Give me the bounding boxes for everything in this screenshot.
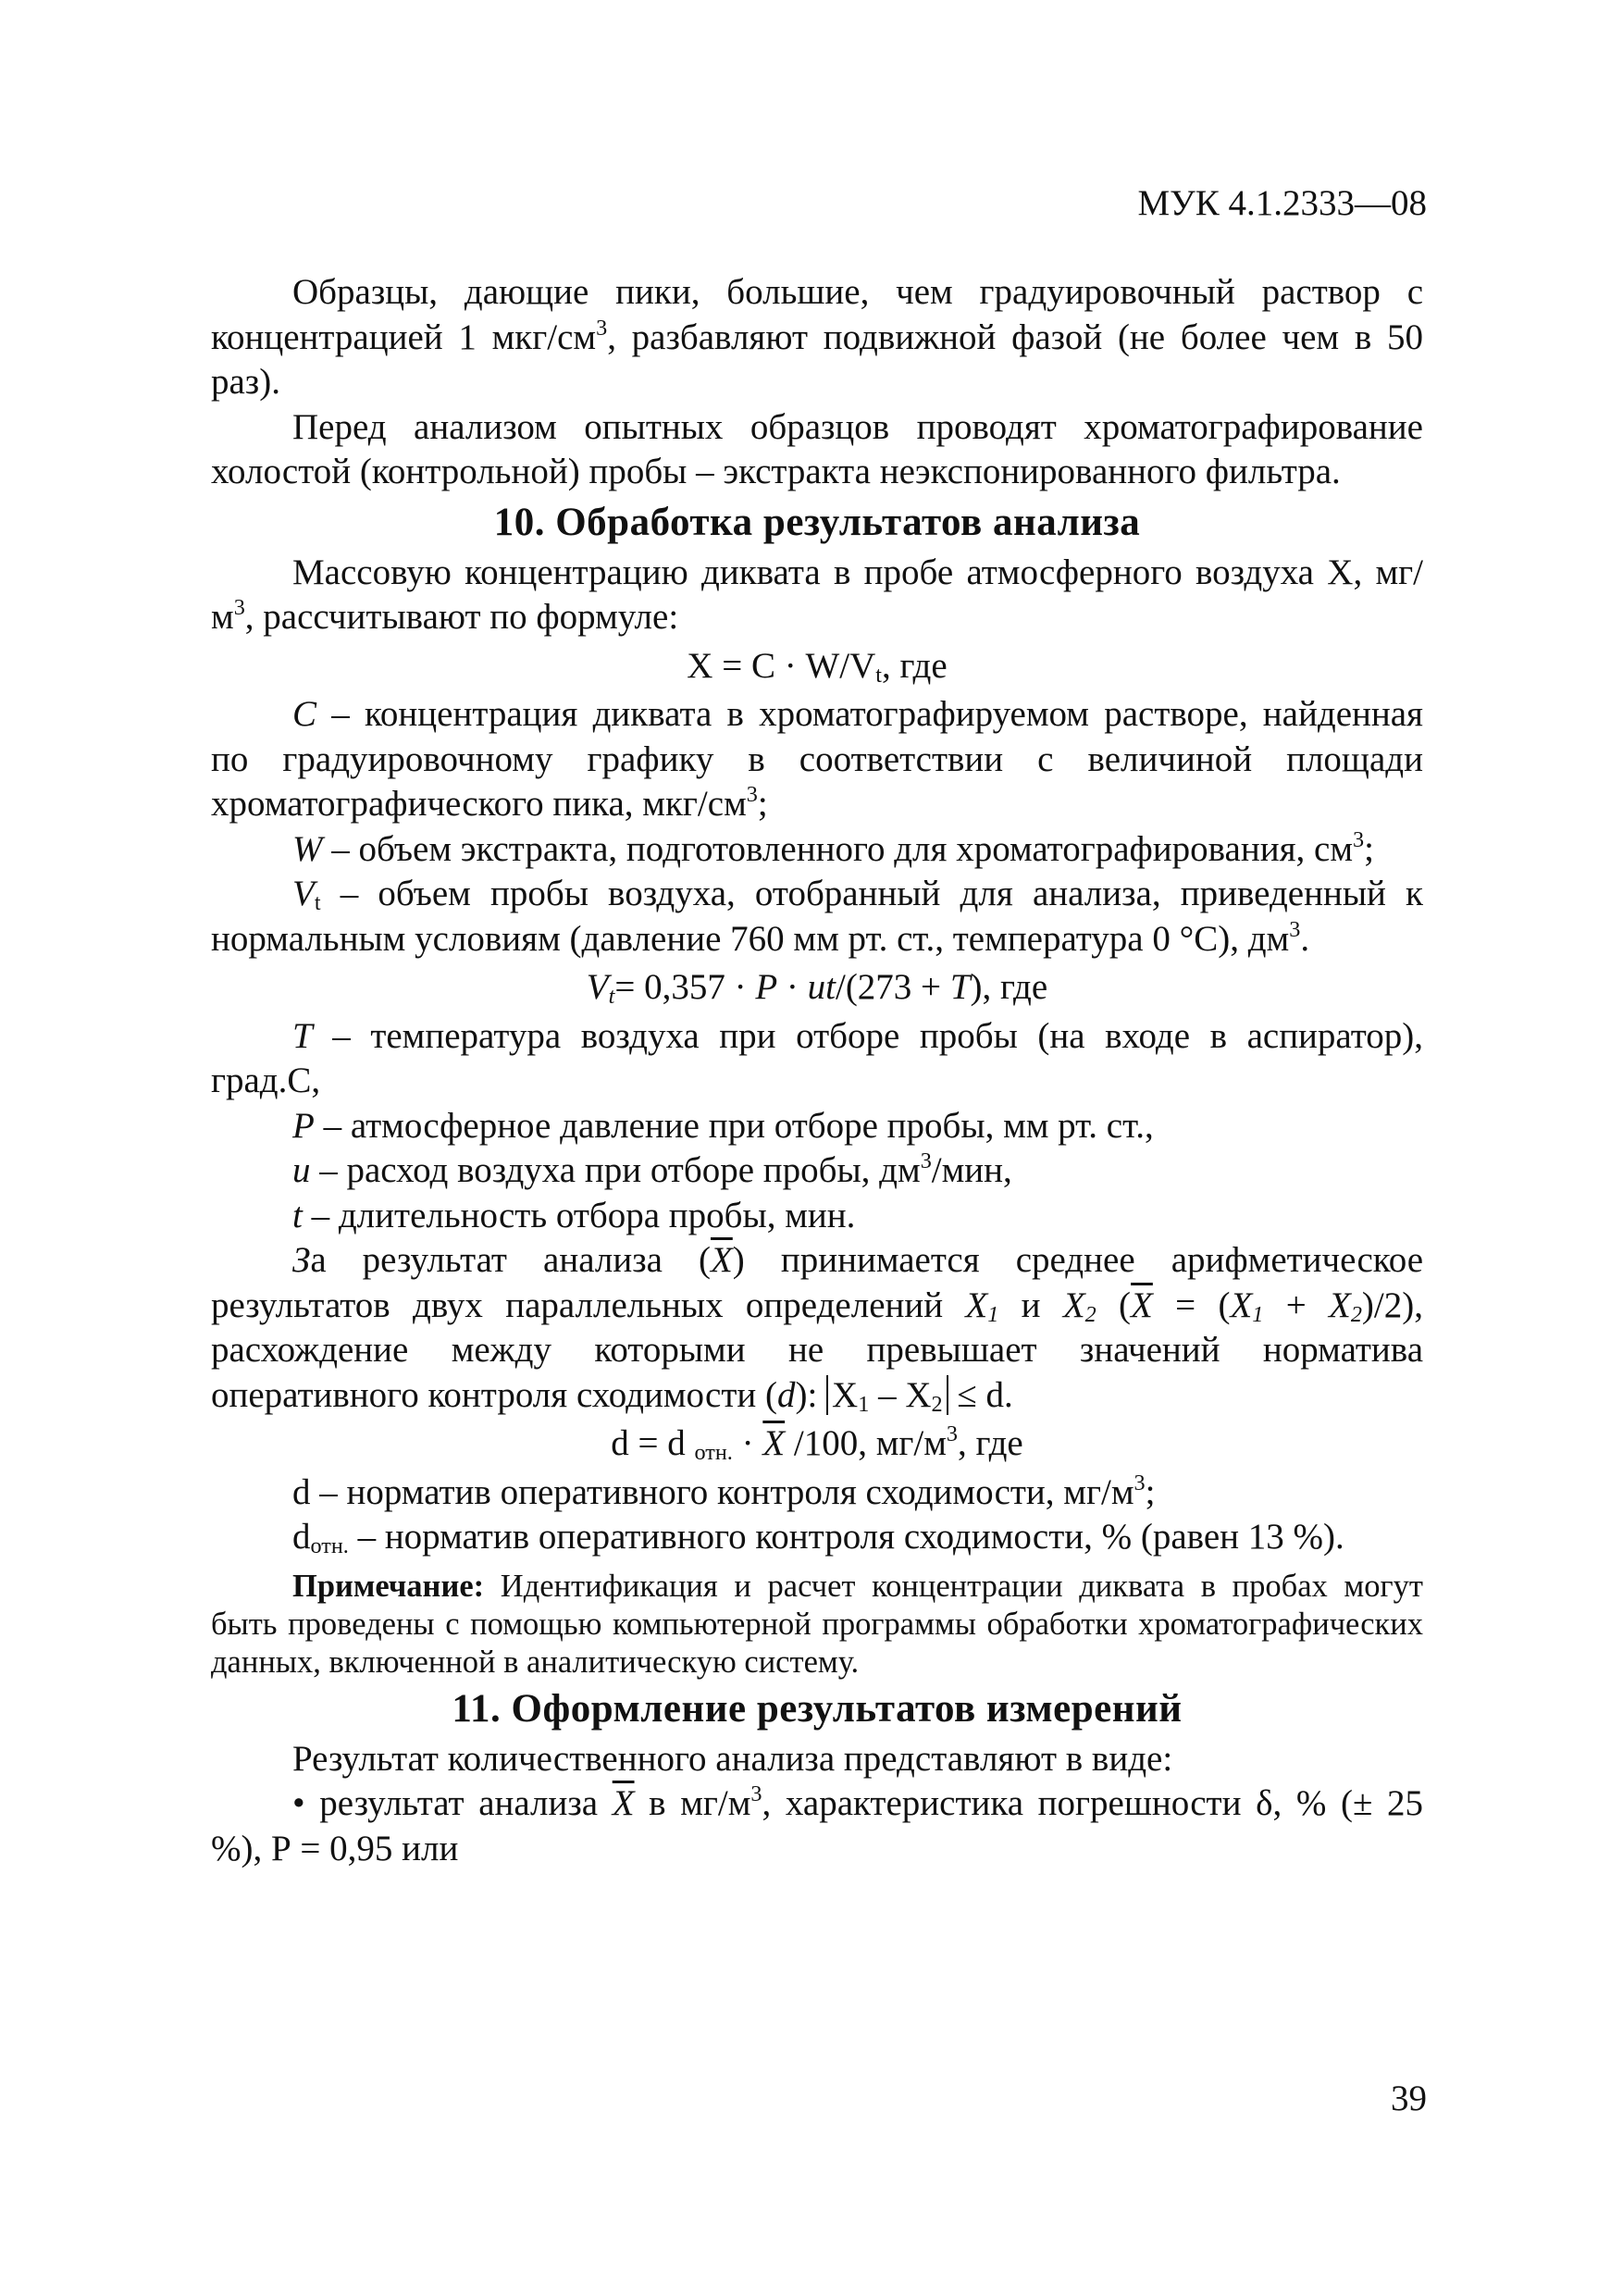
paragraph-blank-sample: Перед анализом опытных образцов проводят хроматографирование холостой (контрольной) пробы – экстракта неэкспонированного фильтра. [211, 406, 1423, 491]
definition-c: С – концентрация диквата в хроматографируемом растворе, найденная по градуировочному графику в соответствии с величиной площади хроматографического пика, мкг/$см^3$; [211, 694, 1423, 824]
formula-d: d = d $_{отн.} \cdot \overline{X}$ /100, $мг/м^3$, где [611, 1421, 1023, 1465]
page-content [211, 270, 1423, 1871]
page-number: 39 [1391, 2079, 1427, 2118]
formula-x: $Х = С \cdot W/V_t$, где [687, 645, 948, 688]
definition-vt: $V_t$ – объем пробы воздуха, отобранный для анализа, приведенный к нормальным условиям (давление 760 мм рт. ст., температура 0 °С), $дм^3$. [211, 874, 1423, 959]
note-label: Примечание: [292, 1568, 485, 1604]
definition-p: Р – атмосферное давление при отборе пробы, мм рт. ст., [292, 1105, 1154, 1146]
paragraph-result-format: Результат количественного анализа представляют в виде: [292, 1738, 1173, 1779]
definition-u: u – расход воздуха при отборе пробы, $дм^3$/мин, [292, 1148, 1012, 1190]
bullet-result: • результат анализа $\overline{X}$ в $мг/м^3$, характеристика погрешности δ, % (± 25 %), Р = 0,95 или [211, 1781, 1423, 1868]
definition-w: W – объем экстракта, подготовленного для хроматографирования, $см^3$; [292, 826, 1374, 869]
section-10-heading: 10. Обработка результатов анализа [493, 500, 1141, 544]
note-paragraph: Примечание: Идентификация и расчет концентрации диквата в пробах могут быть проведены с помощью компьютерной программы обработки хроматографических данных, включенной в аналитическую систему. [211, 1568, 1423, 1680]
definition-d: d – норматив оперативного контроля сходимости, $мг/м^3$; [292, 1470, 1156, 1512]
document-code: МУК 4.1.2333—08 [1137, 183, 1427, 223]
paragraph-samples-dilution: Образцы, дающие пики, большие, чем градуировочный раствор с концентрацией 1 мкг/$см^3$, разбавляют подвижной фазой (не более чем в 50 раз). [211, 272, 1424, 402]
formula-vt: $V_t= 0,357 \cdot P \cdot ut/(273 + T)$, где [586, 967, 1048, 1009]
section-11-heading: 11. Оформление результатов измерений [452, 1686, 1183, 1731]
absolute-difference: $Х_1 - Х_2$ [826, 1375, 948, 1415]
paragraph-result-average: За результат анализа $(\overline{X})$ принимается среднее арифметическое результатов двух параллельных определений $X_1$ и $X_2$ $(\overline{X} = (X_1 + X_2)/2)$, расхождение между которыми не превышает значений норматива оперативного контроля сходимости (d): $Х_1 - Х_2 \le d$. [211, 1240, 1424, 1417]
definition-duration: t – длительность отбора пробы, мин. [292, 1195, 856, 1235]
definition-d-relative: $d_{отн.}$ – норматив оперативного контроля сходимости, % (равен 13 %). [292, 1517, 1344, 1558]
definition-t: Т – температура воздуха при отборе пробы (на входе в аспиратор), град.С, [211, 1015, 1423, 1100]
paragraph-mass-concentration: Массовую концентрацию диквата в пробе атмосферного воздуха Х, $мг/м^3$, рассчитывают по формуле: [211, 552, 1423, 637]
